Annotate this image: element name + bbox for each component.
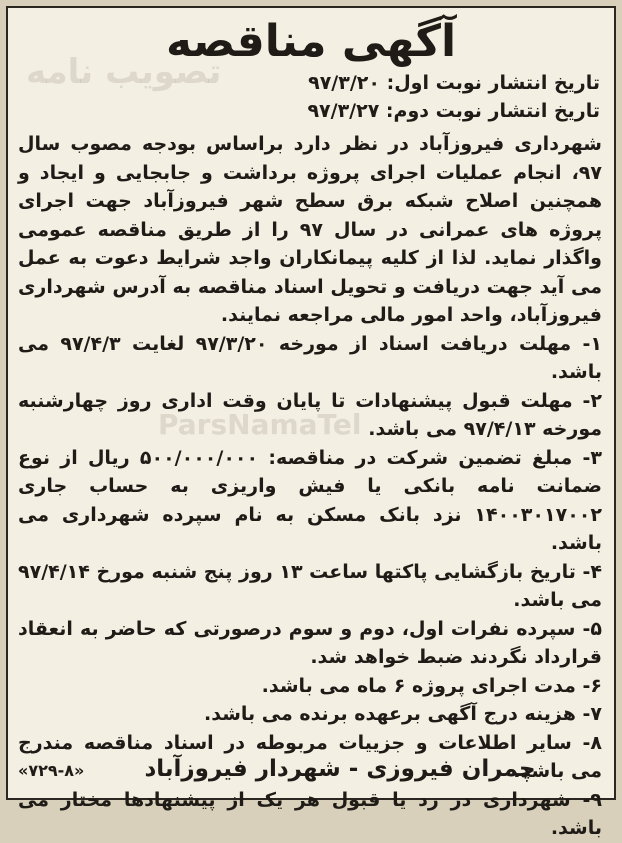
watermark-text: تصویب نامه (26, 52, 222, 92)
notice-body (18, 130, 602, 843)
notice-item: ۶- مدت اجرای پروژه ۶ ماه می باشد. (261, 674, 602, 697)
notice-item: ۴- تاریخ بازگشایی پاکتها ساعت ۱۳ روز پنج شنبه مورخ ۹۷/۴/۱۴ می باشد. (18, 560, 602, 611)
notice-item: ۲- مهلت قبول پیشنهادات تا پایان وقت اداری روز چهارشنبه مورخه ۹۷/۴/۱۳ می باشد. (18, 389, 602, 440)
watermark-site: ParsNamaTel (158, 408, 362, 441)
notice-code: «۷۲۹-۸» (18, 761, 85, 780)
publish-date-first: تاریخ انتشار نوبت اول: ۹۷/۳/۲۰ (308, 72, 600, 94)
notice-item: ۹- شهرداری در رد یا قبول هر یک از پیشنهادها مختار می باشد. (18, 788, 602, 839)
notice-title: آگهی مناقصه (165, 16, 457, 67)
notice-item: ۵- سپرده نفرات اول، دوم و سوم درصورتی که حاضر به انعقاد قرارداد نگردند ضبط خواهد شد. (18, 617, 602, 668)
notice-item: ۸- سایر اطلاعات و جزییات مربوطه در اسناد مناقصه مندرج می باشد. (18, 731, 602, 782)
publish-date-second: تاریخ انتشار نوبت دوم: ۹۷/۳/۲۷ (307, 100, 600, 122)
signature: چمران فیروزی - شهردار فیروزآباد (144, 756, 536, 782)
notice-item: ۷- هزینه درج آگهی برعهده برنده می باشد. (204, 703, 602, 725)
tender-notice (6, 6, 616, 839)
notice-item: ۳- مبلغ تضمین شرکت در مناقصه: ۵۰۰/۰۰۰/۰۰۰ ریال از نوع ضمانت نامه بانکی یا فیش واریزی به حساب جاری ۱۴۰۰۳۰۱۷۰۰۲ نزد بانک مسکن به نام سپرده شهرداری می باشد. (18, 446, 603, 554)
notice-item: ۱- مهلت دریافت اسناد از مورخه ۹۷/۳/۲۰ لغایت ۹۷/۴/۳ می باشد. (18, 332, 602, 383)
notice-intro: شهرداری فیروزآباد در نظر دارد براساس بودجه مصوب سال ۹۷، انجام عملیات اجرای پروژه برداشت و جابجایی و ایجاد و همچنین اصلاح شبکه برق سطح شهر فیروزآباد جهت اجرای پروژه های عمرانی در سال ۹۷ را از طریق مناقصه عمومی واگذار نماید. لذا از کلیه پیمانکاران واجد شرایط دعوت به عمل می آید جهت دریافت و تحویل اسناد مناقصه به آدرس شهرداری فیروزآباد، واحد امور مالی مراجعه نمایند. (18, 133, 602, 326)
